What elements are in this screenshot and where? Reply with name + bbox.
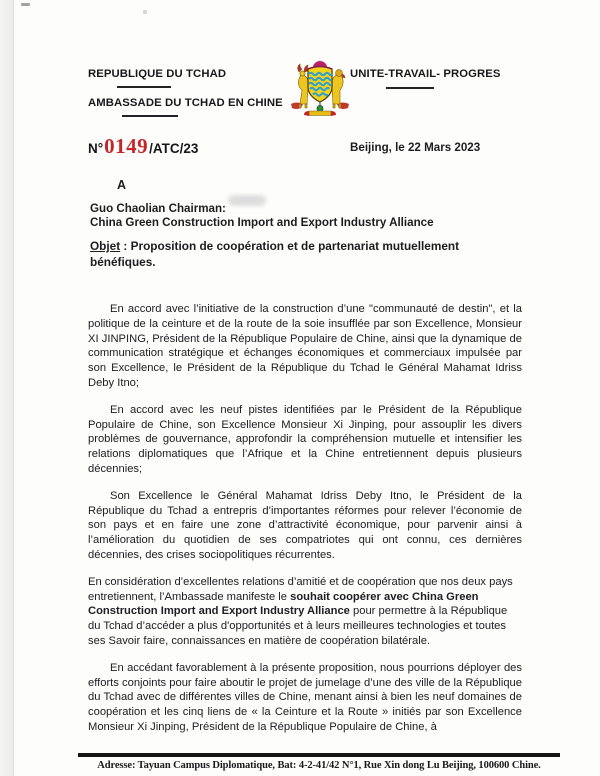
reference-digits: 0149 xyxy=(104,134,149,158)
letterhead-divider xyxy=(122,115,178,117)
letterhead-divider xyxy=(117,86,171,88)
footer-divider xyxy=(78,753,560,757)
scan-smudge xyxy=(228,195,266,206)
paragraph-4-text-cont: pour permettre à la République du Tchad d’accéder a plus d'opportunités et à leurs meilleures technologies et toutes ses Savoir faire, connaissances en matière de coopération bilatérale. xyxy=(88,605,508,647)
letterhead-embassy: AMBASSADE DU TCHAD EN CHINE xyxy=(88,97,283,109)
addressee-name: Guo Chaolian Chairman: xyxy=(90,202,226,215)
paragraph-4-bold-alliance-name: souhait coopérer avec China Green Construction Import and Export Industry Alliance xyxy=(88,590,479,618)
letterhead-motto: UNITE-TRAVAIL- PROGRES xyxy=(350,68,501,80)
paragraph-3: Son Excellence le Général Mahamat Idriss Deby Itno, le Président de la République du Tchad a entrepris d’importantes réformes pour relever l’économie de son pays et en faire une zone d’attractivité économique, pour parvenir ainsi à l’amélioration du quotidien de ses compatriotes qui ont connu, ces dernières décennies, des crises sociopolitiques récurrentes. xyxy=(88,489,522,561)
paragraph-2: En accord avec les neuf pistes identifiées par le Président de la République Populaire de Chine, son Excellence Monsieur Xi Jinping, pour assouplir les divers problèmes de gouvernance, approfondir la compréhension mutuelle et intensifier les relations diplomatiques que l’Afrique et la Chine entretiennent depuis plusieurs décennies; xyxy=(88,403,522,475)
chad-coat-of-arms-icon xyxy=(287,60,353,117)
paragraph-4-text: En considération d’excellentes relations d’amitié et de coopération que nos deux pays entretiennent, l’Ambassade manifeste le xyxy=(88,575,513,603)
subject-label: Objet xyxy=(90,239,121,253)
reference-number xyxy=(88,134,198,159)
subject-separator: : xyxy=(120,239,131,253)
subject-line xyxy=(90,239,502,270)
letter-body xyxy=(88,302,522,752)
letterhead-country: REPUBLIQUE DU TCHAD xyxy=(88,68,227,80)
paragraph-4 xyxy=(88,575,522,649)
scan-speck xyxy=(21,3,30,6)
reference-prefix: N° xyxy=(88,141,104,156)
footer-address: Adresse: Tayuan Campus Diplomatique, Bat: 4-2-41/42 N°1, Rue Xin dong Lu Beijing, 100600 Chine. xyxy=(97,760,541,771)
scan-speck xyxy=(143,10,147,14)
paragraph-1: En accord avec l’initiative de la construction d’une "communauté de destin", et la politique de la ceinture et de la route de la soie insufflée par son Excellence, Monsieur XI JINPING, Président de la République Populaire de Chine, ainsi que la dynamique de communication stratégique et échanges économiques et commerciaux impulsée par son Excellence, le Président de la République du Tchad le Général Mahamat Idriss Deby Itno; xyxy=(88,303,522,389)
reference-suffix: /ATC/23 xyxy=(149,141,199,156)
place-and-date: Beijing, le 22 Mars 2023 xyxy=(350,141,481,154)
addressee-organization: China Green Construction Import and Export Industry Alliance xyxy=(90,216,434,229)
scan-page-edge xyxy=(0,0,14,776)
addressee-marker: A xyxy=(117,178,127,192)
paragraph-5: En accédant favorablement à la présente proposition, nous pourrions déployer des efforts conjoints pour faire aboutir le projet de jumelage d’une des ville de la République du Tchad avec de différentes villes de Chine, menant ainsi à bien les neuf domaines de coopération et les cinq liens de « la Ceinture et la Route » initiés par son Excellence Monsieur Xi Jinping, Président de la République Populaire de Chine, à xyxy=(88,661,522,733)
subject-text: Proposition de coopération et de partenariat mutuellement bénéfiques. xyxy=(90,239,460,269)
letterhead-divider xyxy=(386,87,434,89)
